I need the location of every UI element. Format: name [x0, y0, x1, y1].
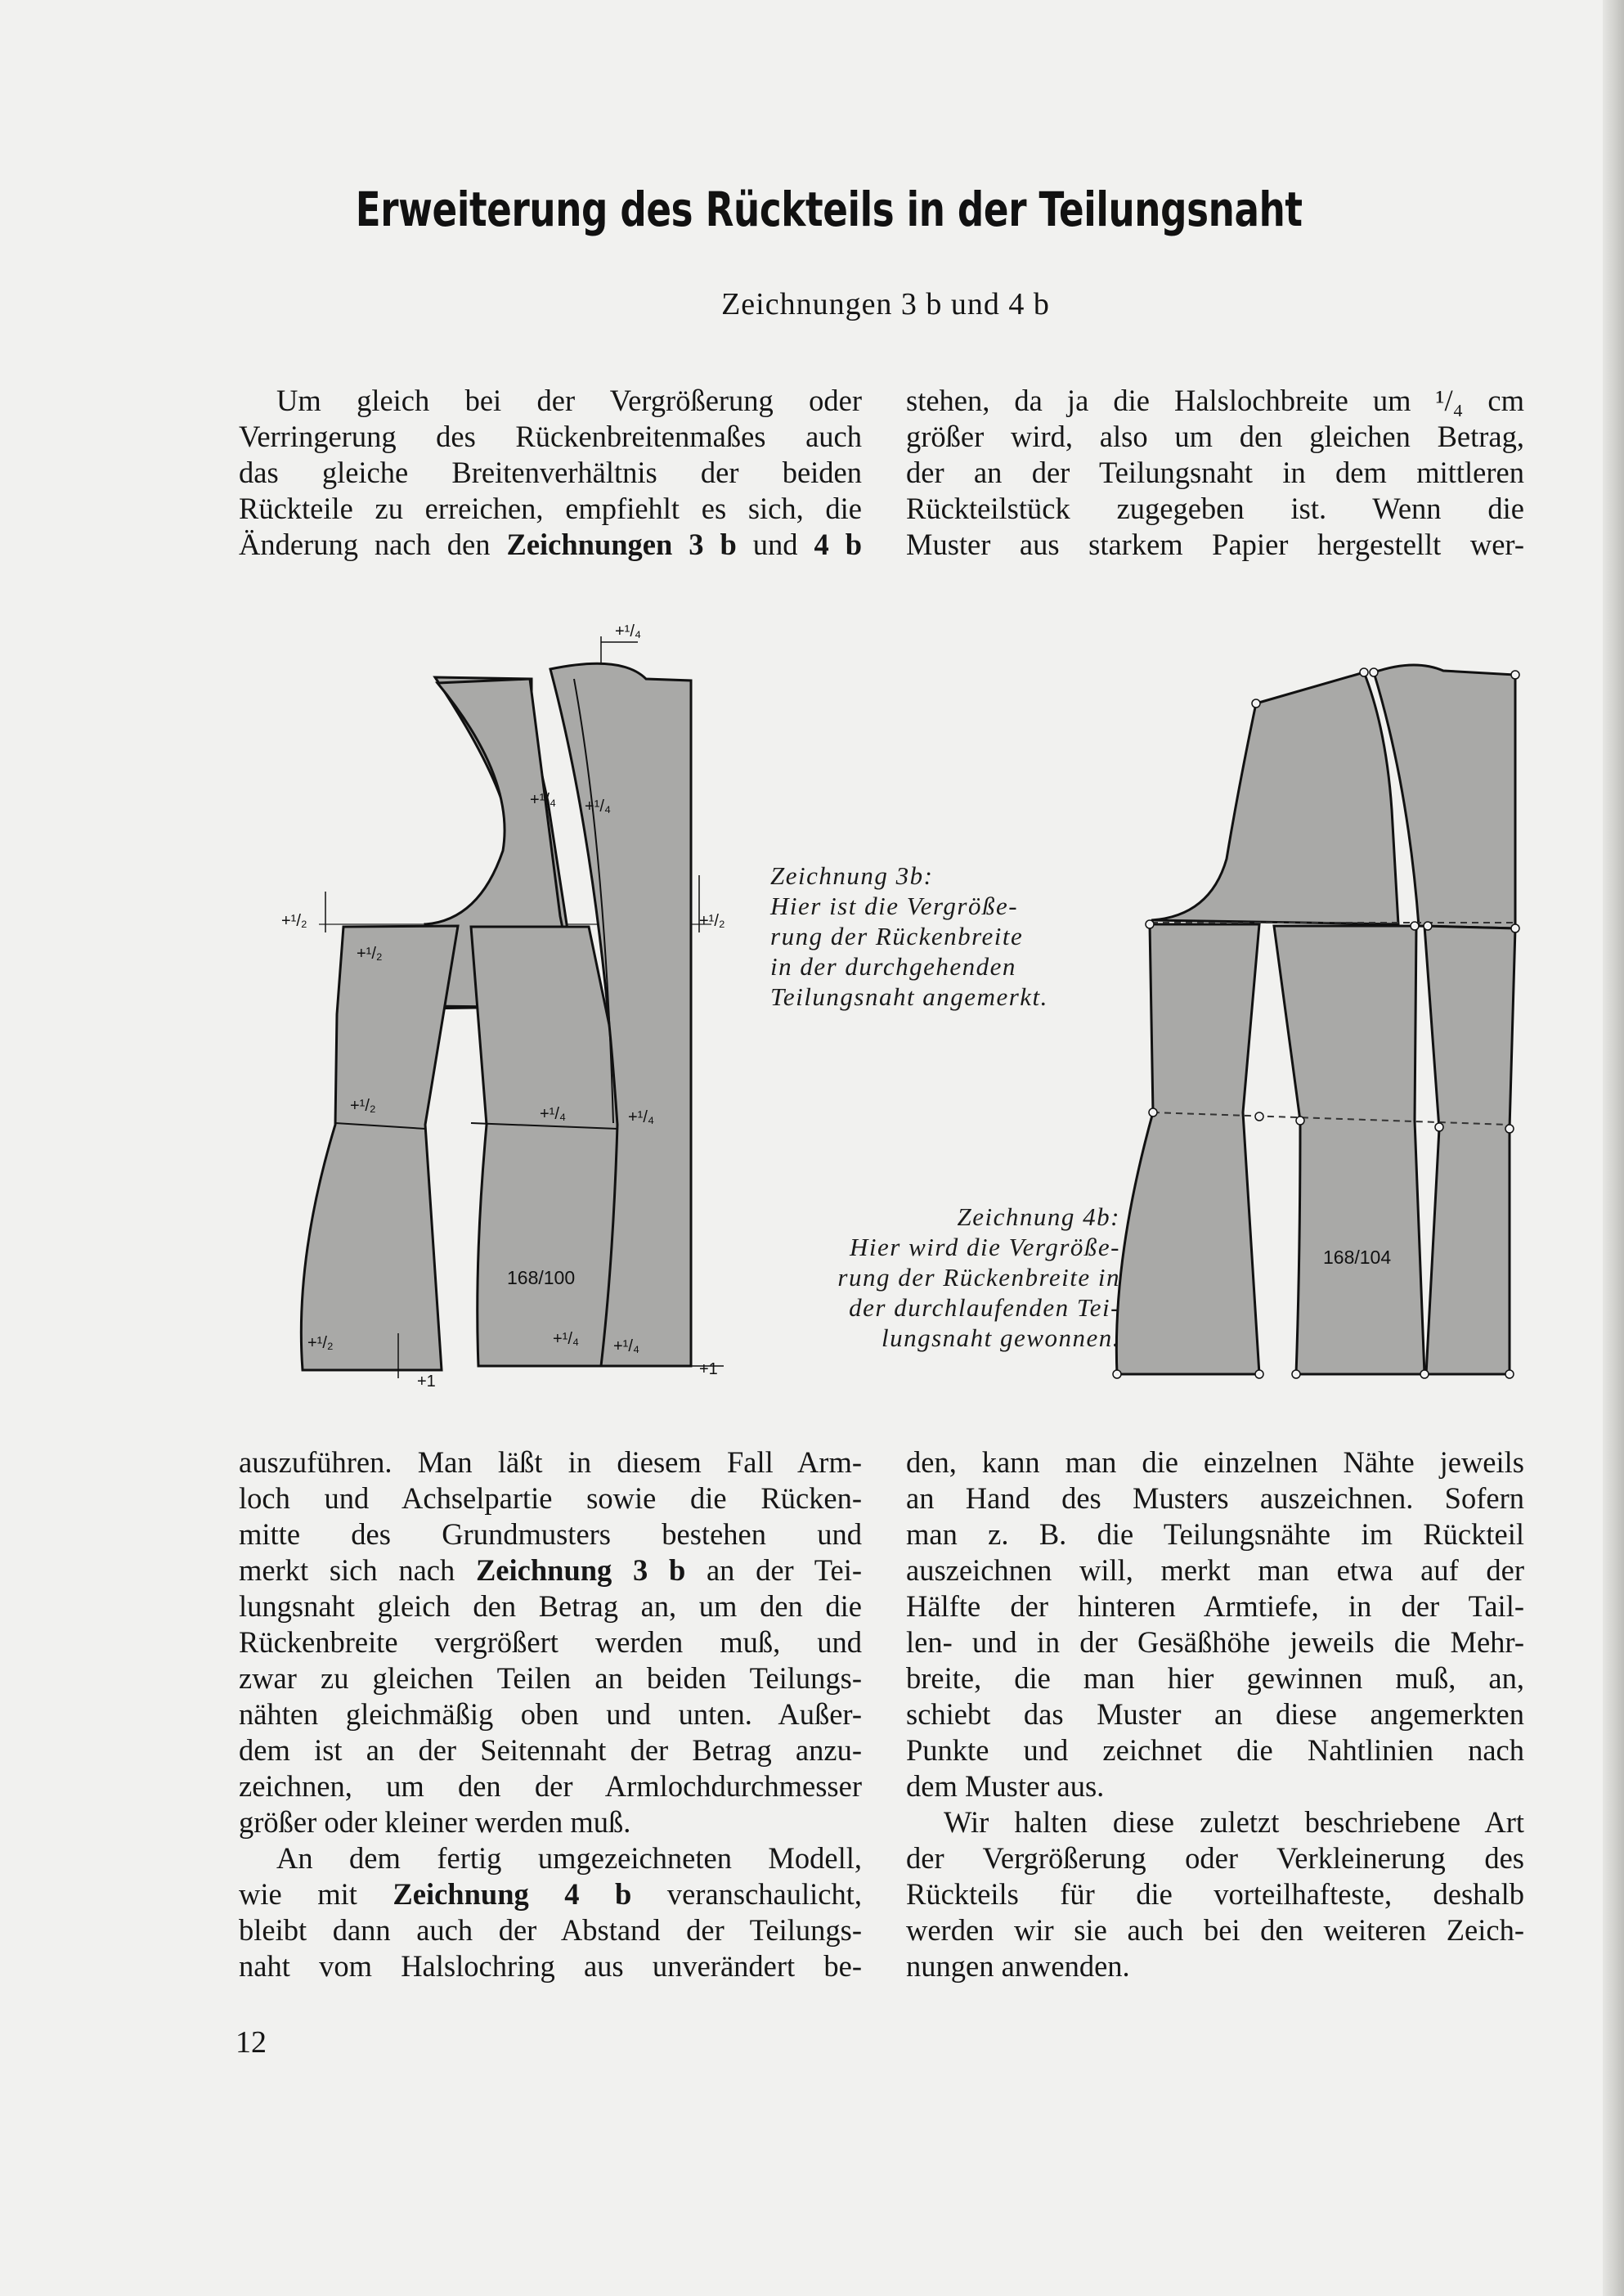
- text-fragment: Änderung nach den: [239, 528, 507, 561]
- figure-reference: Zeichnung 3 b: [475, 1553, 686, 1587]
- text-fragment: veranschaulicht,: [631, 1877, 862, 1911]
- text-line: der Vergrößerung oder Verkleinerung des: [906, 1841, 1524, 1875]
- text-line: breite, die man hier gewinnen muß, an,: [906, 1661, 1524, 1695]
- text-fragment: merkt sich nach: [239, 1553, 476, 1587]
- text-column-4: [906, 1445, 1524, 1984]
- text-line: Hälfte der hinteren Armtiefe, in der Tail-: [906, 1589, 1524, 1623]
- drawing-3b: [270, 605, 744, 1391]
- caption-line: rung der Rückenbreite in: [837, 1263, 1120, 1292]
- text-line: mitte des Grundmusters bestehen und: [239, 1517, 862, 1551]
- caption-4b: [760, 1202, 1120, 1353]
- caption-line: lungsnaht gewonnen.: [882, 1323, 1120, 1352]
- text-line: Rückteile zu erreichen, empfiehlt es sich, die: [239, 492, 862, 525]
- text-line: stehen, da ja die Halslochbreite um ¹/₄ cm: [906, 384, 1524, 417]
- text-line: Rückteils für die vorteilhafteste, deshalb: [906, 1877, 1524, 1911]
- pattern-piece-side-front: [301, 926, 458, 1370]
- text-line: [239, 1876, 862, 1912]
- figure-reference: Zeichnung 4 b: [393, 1877, 632, 1911]
- mark-label: +1: [699, 1360, 718, 1378]
- text-line: auszuführen. Man läßt in diesem Fall Arm-: [239, 1445, 862, 1479]
- mark-label: +¹/₄: [615, 622, 642, 640]
- text-line: größer wird, also um den gleichen Betrag,: [906, 420, 1524, 453]
- text-line: An dem fertig umgezeichneten Modell,: [276, 1841, 862, 1875]
- text-line: bleibt dann auch der Abstand der Teilungs-: [239, 1913, 862, 1947]
- page-number: 12: [236, 2025, 267, 2060]
- text-line: man z. B. die Teilungsnähte im Rückteil: [906, 1517, 1524, 1551]
- text-fragment: wie mit: [239, 1877, 393, 1911]
- size-label: 168/100: [507, 1267, 576, 1288]
- text-line: auszeichnen will, merkt man etwa auf der: [906, 1553, 1524, 1587]
- text-line: lungsnaht gleich den Betrag an, um den die: [239, 1589, 862, 1623]
- caption-line: Hier ist die Vergröße-: [770, 892, 1019, 920]
- text-line: schiebt das Muster an diese angemerkten: [906, 1697, 1524, 1731]
- pattern-piece-middle-back: [1274, 926, 1424, 1374]
- text-column-3: [239, 1445, 862, 1984]
- text-line: den, kann man die einzelnen Nähte jeweils: [906, 1445, 1524, 1479]
- mark-label: +¹/₂: [699, 912, 725, 930]
- text-fragment: und: [736, 528, 814, 561]
- page-subtitle: Zeichnungen 3 b und 4 b: [721, 287, 1050, 321]
- text-line: der an der Teilungsnaht in dem mittleren: [906, 456, 1524, 489]
- mark-label: +¹/₂: [350, 1097, 376, 1115]
- caption-line: in der durchgehenden: [770, 952, 1016, 981]
- text-line: [239, 1552, 862, 1588]
- text-line: dem ist an der Seitennaht der Betrag anzu-: [239, 1733, 862, 1767]
- text-line: zwar zu gleichen Teilen an beiden Teilungs-: [239, 1661, 862, 1695]
- text-line: nähten gleichmäßig oben und unten. Außer-: [239, 1697, 862, 1731]
- figure-reference: Zeichnungen 3 b: [506, 528, 737, 561]
- caption-line: rung der Rückenbreite: [770, 922, 1024, 950]
- mark-label: +¹/₄: [628, 1108, 655, 1126]
- caption-3b: [770, 860, 1155, 1012]
- page-edge: [1603, 0, 1624, 2296]
- text-line: nungen anwenden.: [906, 1949, 1130, 1983]
- mark-label: +¹/₄: [613, 1337, 640, 1355]
- text-line: zeichnen, um den der Armlochdurchmesser: [239, 1769, 862, 1803]
- caption-line: der durchlaufenden Tei-: [849, 1293, 1120, 1322]
- mark-label: +¹/₂: [281, 912, 307, 930]
- drawing-4b: [1104, 638, 1529, 1391]
- text-line: Verringerung des Rückenbreitenmaßes auch: [239, 420, 862, 453]
- mark-label: +¹/₂: [307, 1334, 334, 1352]
- text-line: naht vom Halslochring aus unverändert be-: [239, 1949, 862, 1983]
- mark-label: +¹/₄: [553, 1330, 580, 1348]
- text-line: Wir halten diese zuletzt beschriebene Art: [944, 1805, 1524, 1839]
- caption-title: Zeichnung 3b:: [770, 861, 934, 890]
- text-line: das gleiche Breitenverhältnis der beiden: [239, 456, 862, 489]
- mark-label: +1: [417, 1373, 436, 1391]
- caption-line: Hier wird die Vergröße-: [850, 1233, 1120, 1261]
- text-fragment: an der Tei-: [685, 1553, 862, 1587]
- mark-label: +¹/₄: [530, 791, 557, 809]
- text-line: [239, 527, 862, 563]
- text-line: Punkte und zeichnet die Nahtlinien nach: [906, 1733, 1524, 1767]
- text-line: len- und in der Gesäßhöhe jeweils die Mehr-: [906, 1625, 1524, 1659]
- text-line: Um gleich bei der Vergrößerung oder: [276, 384, 862, 417]
- text-line: dem Muster aus.: [906, 1769, 1105, 1803]
- pattern-piece-side-back-upper: [1151, 672, 1398, 924]
- text-column-1: [239, 383, 862, 563]
- figure-reference: 4 b: [814, 528, 862, 561]
- caption-line: Teilungsnaht angemerkt.: [770, 982, 1048, 1011]
- text-line: größer oder kleiner werden muß.: [239, 1805, 631, 1839]
- pattern-piece-center-back: [1424, 926, 1515, 1374]
- text-line: Rückenbreite vergrößert werden muß, und: [239, 1625, 862, 1659]
- text-line: werden wir sie auch bei den weiteren Zeich-: [906, 1913, 1524, 1947]
- text-line: loch und Achselpartie sowie die Rücken-: [239, 1481, 862, 1515]
- page-title: Erweiterung des Rückteils in der Teilungsnaht: [355, 182, 1303, 237]
- text-column-2: [906, 383, 1524, 563]
- text-line: Muster aus starkem Papier hergestellt wer-: [906, 528, 1524, 561]
- size-label: 168/104: [1323, 1247, 1392, 1268]
- text-line: an Hand des Musters auszeichnen. Sofern: [906, 1481, 1524, 1515]
- mark-label: +¹/₄: [540, 1105, 567, 1123]
- mark-label: +¹/₂: [357, 945, 383, 963]
- caption-title: Zeichnung 4b:: [957, 1202, 1120, 1231]
- text-line: Rückteilstück zugegeben ist. Wenn die: [906, 492, 1524, 525]
- mark-label: +¹/₄: [585, 798, 612, 816]
